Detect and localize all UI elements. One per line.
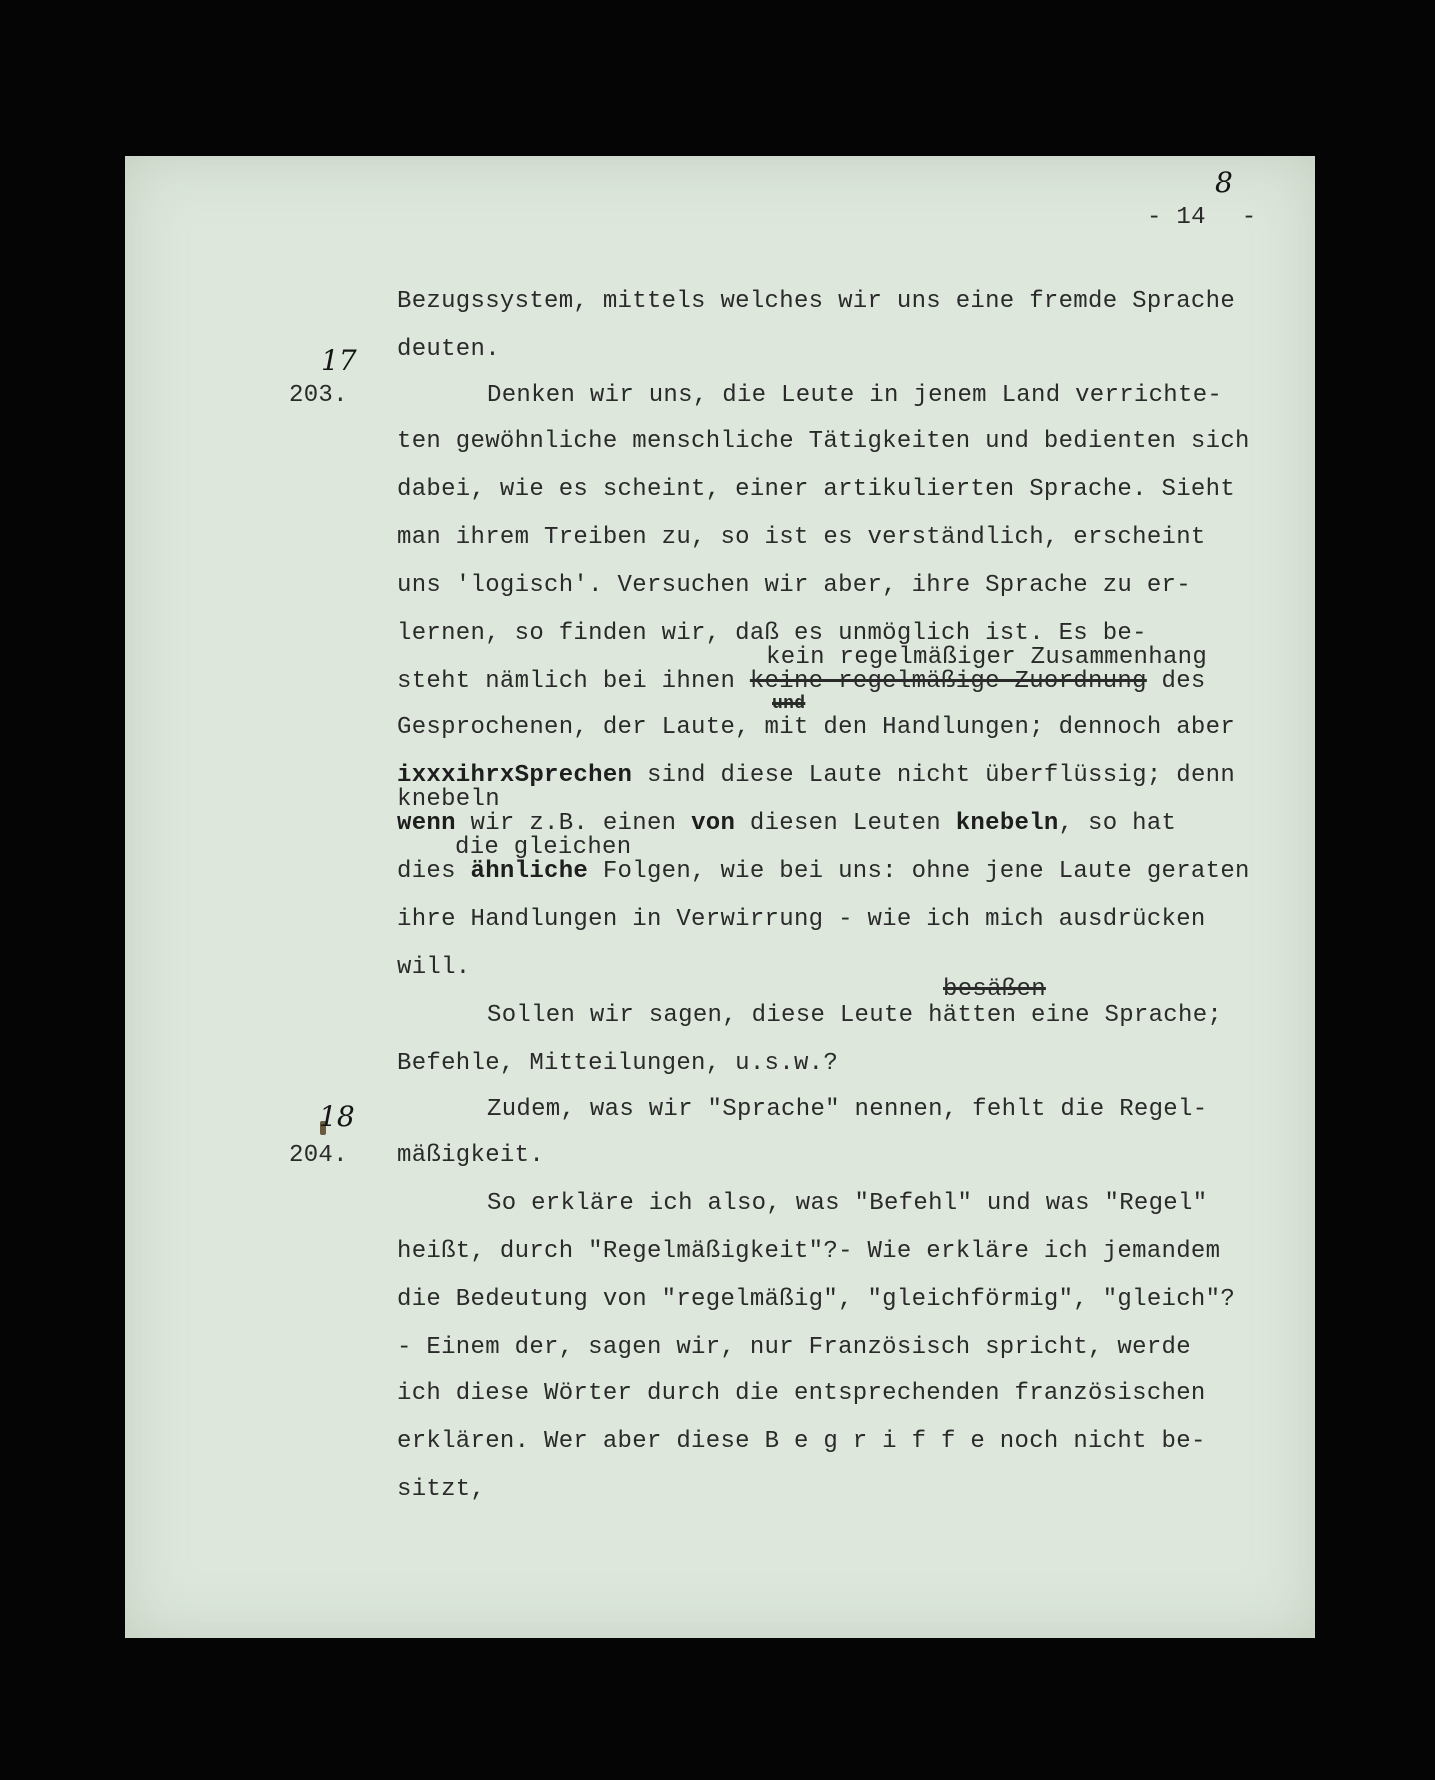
overtyped-text: von [691, 810, 736, 837]
text-line [397, 1428, 1206, 1455]
text-line: Bezugssystem, mittels welches wir uns eine fremde Sprache [397, 288, 1236, 315]
overtyped-text: knebeln [955, 810, 1059, 837]
text-line: uns 'logisch'. Versuchen wir aber, ihre Sprache zu er- [397, 572, 1191, 599]
text-line: ich diese Wörter durch die entsprechenden französischen [397, 1380, 1206, 1407]
text-line: mäßigkeit. [397, 1142, 545, 1169]
text-line: man ihrem Treiben zu, so ist es verständlich, erscheint [397, 524, 1206, 551]
text-line: lernen, so finden wir, daß es unmöglich ist. Es be- [397, 620, 1147, 647]
line-segment: , so hat [1058, 810, 1177, 837]
line-segment: steht nämlich bei ihnen [397, 668, 750, 695]
interlinear-insertion: die gleichen [455, 834, 632, 861]
text-line: Gesprochenen, der Laute, mit den Handlungen; dennoch aber [397, 714, 1236, 741]
line-segment: dies [397, 858, 471, 885]
text-line: Befehle, Mitteilungen, u.s.w.? [397, 1050, 839, 1077]
line-segment: diesen Leuten [735, 810, 956, 837]
spaced-emphasis: B e g r i f f e [764, 1428, 986, 1455]
overtyped-text: ähnliche [470, 858, 589, 885]
interlinear-insertion: knebeln [397, 786, 500, 813]
struck-insertion: und [772, 694, 806, 714]
document-page [125, 156, 1315, 1638]
text-line: ihre Handlungen in Verwirrung - wie ich mich ausdrücken [397, 906, 1206, 933]
page-number-tail: - [1227, 204, 1257, 231]
text-line: ten gewöhnliche menschliche Tätigkeiten und bedienten sich [397, 428, 1250, 455]
text-line: Zudem, was wir "Sprache" nennen, fehlt die Regel- [487, 1096, 1208, 1123]
line-segment: Folgen, wie bei uns: ohne jene Laute geraten [588, 858, 1250, 885]
margin-number-204: 204. [289, 1142, 348, 1169]
text-line: - Einem der, sagen wir, nur Französisch spricht, werde [397, 1334, 1191, 1361]
text-line: dabei, wie es scheint, einer artikulierten Sprache. Sieht [397, 476, 1236, 503]
text-line [397, 668, 1206, 695]
overtyped-text: wenn [397, 810, 456, 837]
overtyped-text: ixxxihrxSprechen [397, 762, 633, 789]
struck-text: keine regelmäßige Zuordnung [749, 668, 1147, 695]
text-line: deuten. [397, 336, 500, 363]
line-segment: sind diese Laute nicht überflüssig; denn [632, 762, 1236, 789]
line-segment: wir z.B. einen [455, 810, 692, 837]
text-line: Sollen wir sagen, diese Leute hätten eine Sprache; [487, 1002, 1223, 1029]
line-segment: erklären. Wer aber diese [397, 1428, 765, 1455]
text-line: heißt, durch "Regelmäßigkeit"?- Wie erkläre ich jemandem [397, 1238, 1221, 1265]
text-line [397, 810, 1176, 837]
text-line [397, 762, 1235, 789]
margin-hand-203: 17 [321, 344, 357, 377]
line-segment: des [1146, 668, 1206, 695]
struck-insertion: besäßen [943, 976, 1046, 1003]
margin-number-203: 203. [289, 382, 348, 409]
line-segment: noch nicht be- [985, 1428, 1206, 1455]
text-line: So erkläre ich also, was "Befehl" und was "Regel" [487, 1190, 1208, 1217]
text-line: sitzt, [397, 1476, 486, 1503]
text-line: will. [397, 954, 471, 981]
handwritten-page-correction: 8 [1215, 166, 1233, 199]
interlinear-insertion: kein regelmäßiger Zusammenhang [766, 644, 1208, 671]
text-line: die Bedeutung von "regelmäßig", "gleichförmig", "gleich"? [397, 1286, 1236, 1313]
text-line [397, 858, 1250, 885]
text-line: Denken wir uns, die Leute in jenem Land verrichte- [487, 382, 1223, 409]
page-number: - 14 [1147, 204, 1206, 231]
margin-hand-204: 18 [319, 1100, 355, 1133]
